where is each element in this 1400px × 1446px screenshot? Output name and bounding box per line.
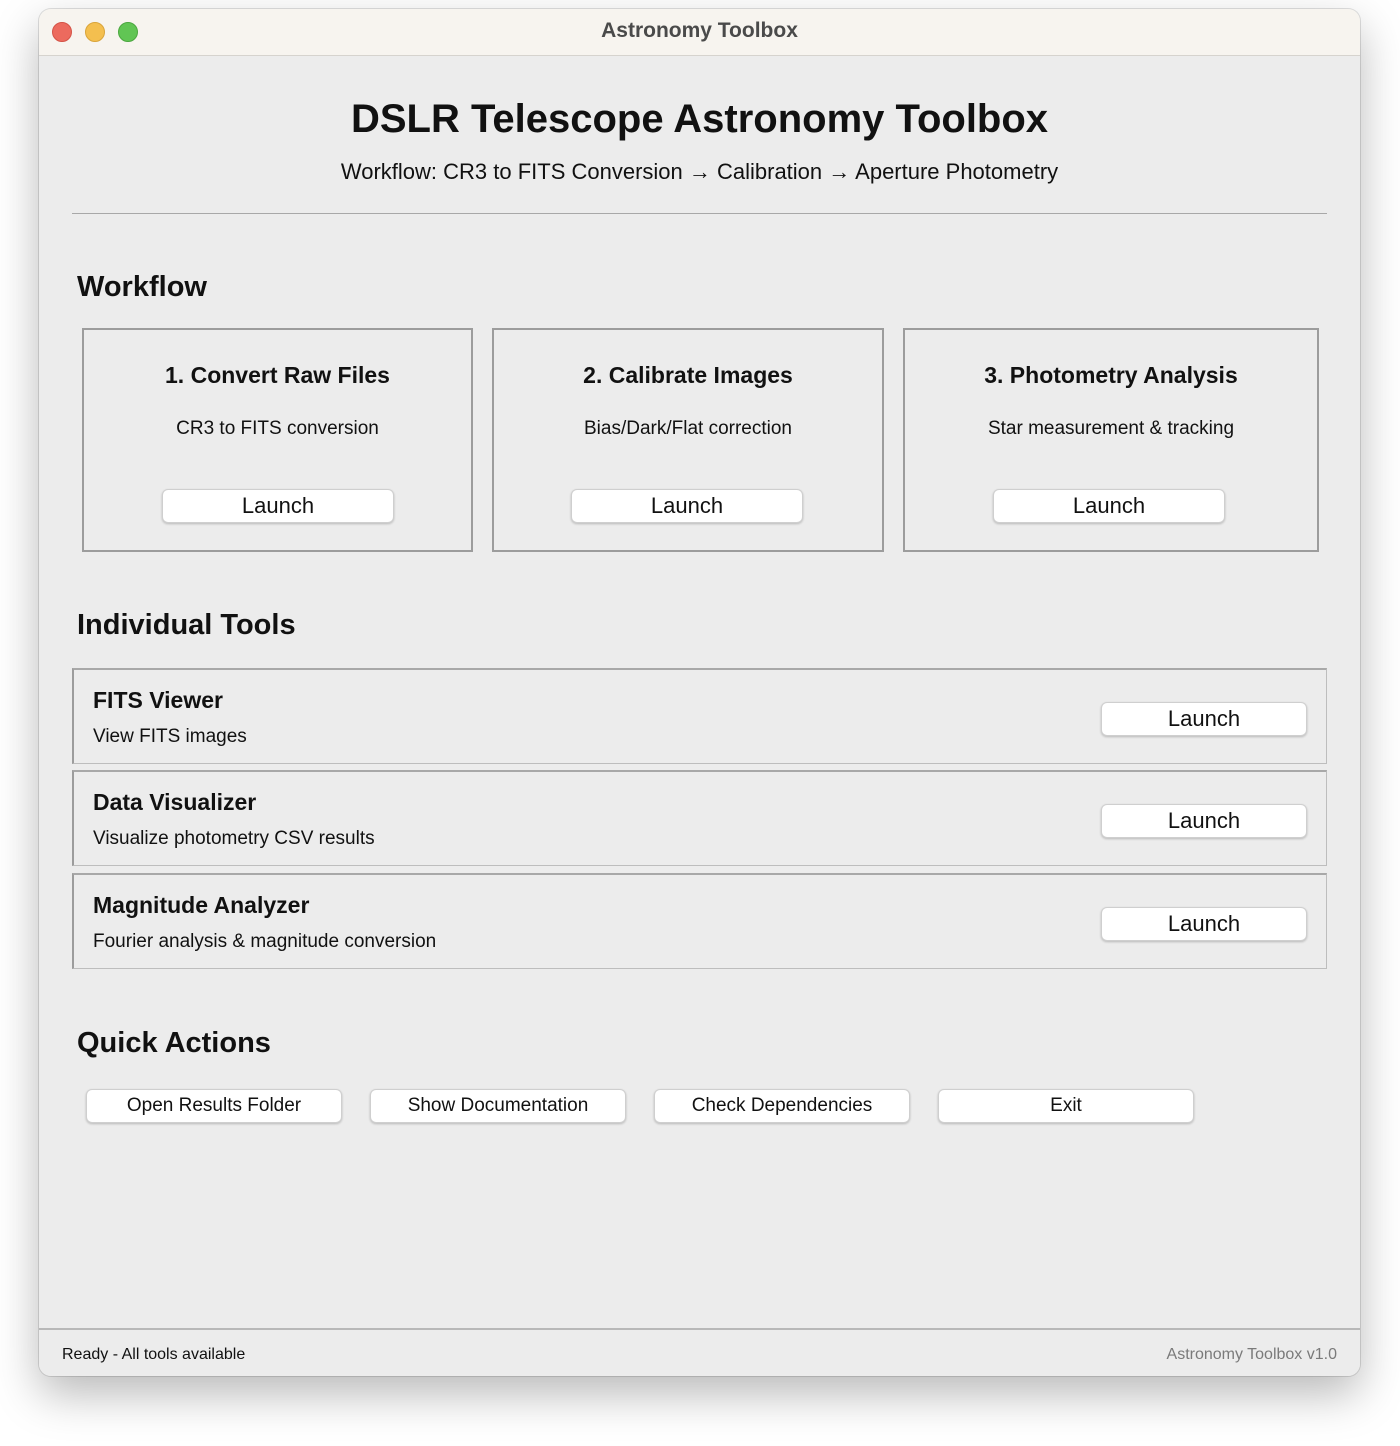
launch-magnitude-analyzer-button[interactable]: Launch: [1101, 907, 1307, 941]
app-window: [39, 9, 1360, 1376]
status-bar: [39, 1328, 1360, 1376]
launch-convert-button[interactable]: Launch: [162, 489, 394, 523]
tool-description: Fourier analysis & magnitude conversion: [93, 931, 437, 952]
tool-name: Magnitude Analyzer: [93, 892, 310, 918]
card-title: 2. Calibrate Images: [583, 362, 793, 388]
workflow-card-photometry: [903, 328, 1319, 552]
card-description: Star measurement & tracking: [987, 418, 1235, 439]
page-title: DSLR Telescope Astronomy Toolbox: [350, 97, 1049, 141]
version-label: Astronomy Toolbox v1.0: [1166, 1346, 1337, 1363]
tool-name: FITS Viewer: [93, 687, 223, 713]
launch-photometry-button[interactable]: Launch: [993, 489, 1225, 523]
show-documentation-button[interactable]: Show Documentation: [370, 1089, 626, 1123]
card-description: Bias/Dark/Flat correction: [583, 418, 792, 439]
card-title: 1. Convert Raw Files: [165, 362, 390, 388]
workflow-card-convert: [82, 328, 473, 552]
exit-button[interactable]: Exit: [938, 1089, 1194, 1123]
quick-actions-heading: Quick Actions: [77, 1027, 271, 1059]
tool-row-magnitude-analyzer: [72, 873, 1327, 969]
header-divider: [72, 213, 1327, 214]
status-message: Ready - All tools available: [62, 1346, 246, 1363]
title-bar: [39, 9, 1360, 56]
workflow-card-calibrate: [492, 328, 884, 552]
launch-fits-viewer-button[interactable]: Launch: [1101, 702, 1307, 736]
tool-name: Data Visualizer: [93, 789, 257, 815]
individual-tools-heading: Individual Tools: [77, 609, 296, 641]
launch-calibrate-button[interactable]: Launch: [571, 489, 803, 523]
tool-description: View FITS images: [93, 726, 247, 747]
tool-row-data-visualizer: [72, 770, 1327, 866]
card-title: 3. Photometry Analysis: [984, 362, 1238, 388]
launch-data-visualizer-button[interactable]: Launch: [1101, 804, 1307, 838]
check-dependencies-button[interactable]: Check Dependencies: [654, 1089, 910, 1123]
window-title: Astronomy Toolbox: [601, 19, 798, 42]
tool-row-fits-viewer: [72, 668, 1327, 764]
card-description: CR3 to FITS conversion: [176, 418, 379, 439]
open-results-folder-button[interactable]: Open Results Folder: [86, 1089, 342, 1123]
tool-description: Visualize photometry CSV results: [93, 828, 375, 849]
page-subtitle: Workflow: CR3 to FITS Conversion → Calibration → Aperture Photometry: [340, 159, 1059, 184]
workflow-heading: Workflow: [77, 271, 207, 303]
